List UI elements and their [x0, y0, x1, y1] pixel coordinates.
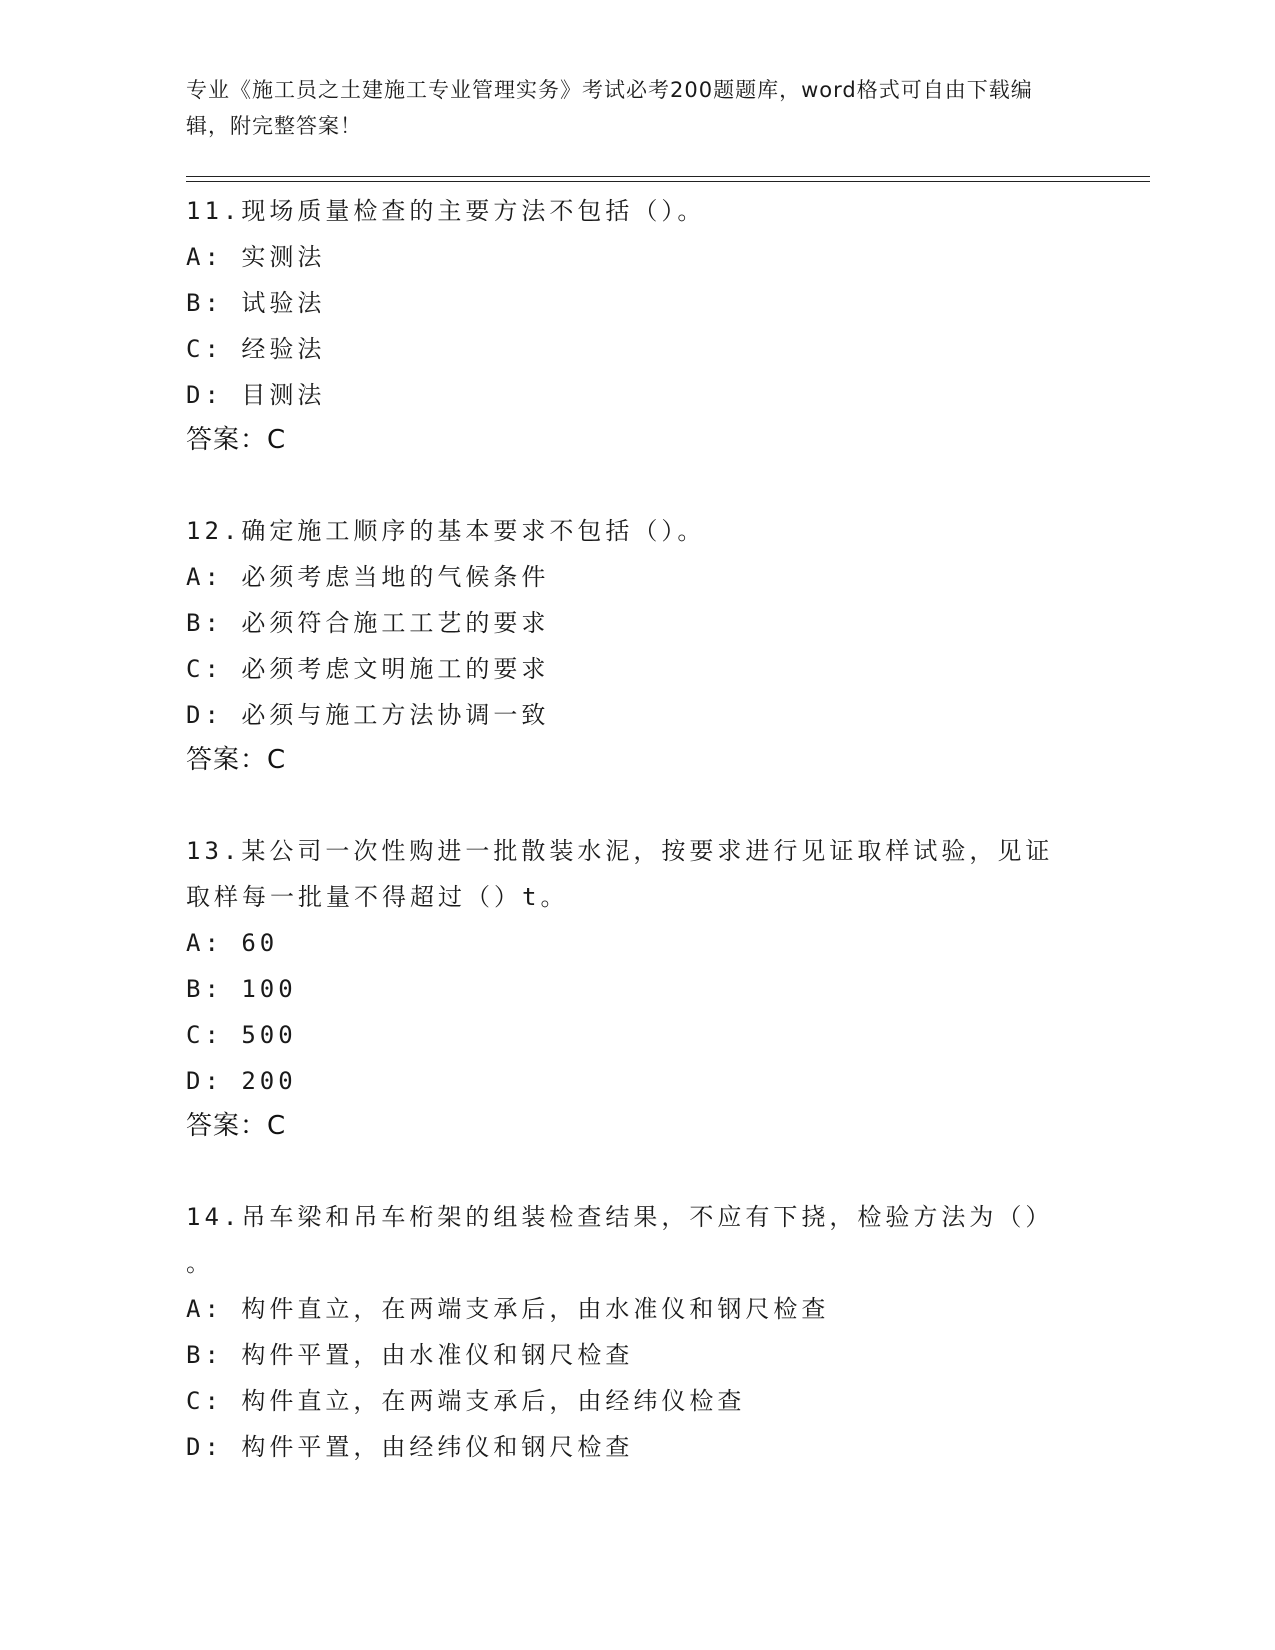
option-b: B: 100 — [186, 975, 297, 1003]
question-spacer — [186, 462, 1086, 508]
option-d: D: 构件平置，由经纬仪和钢尺检查 — [186, 1433, 634, 1461]
question-stem-line-1: 14.吊车梁和吊车桁架的组装检查结果，不应有下挠，检验方法为（） — [186, 1203, 1054, 1231]
option-a: A: 实测法 — [186, 243, 326, 271]
question-stem-line-1: 13.某公司一次性购进一批散装水泥，按要求进行见证取样试验，见证 — [186, 837, 1054, 865]
option-a: A: 构件直立，在两端支承后，由水准仪和钢尺检查 — [186, 1295, 830, 1323]
question-list — [186, 188, 1086, 1470]
option-b: B: 构件平置，由水准仪和钢尺检查 — [186, 1341, 634, 1369]
option-a: A: 60 — [186, 929, 279, 957]
question-stem-line-2: 取样每一批量不得超过（）t。 — [186, 883, 569, 911]
option-c: C: 构件直立，在两端支承后，由经纬仪检查 — [186, 1387, 746, 1415]
question-11 — [186, 188, 1086, 462]
question-14 — [186, 1194, 1086, 1470]
question-stem-line-2: 。 — [186, 1249, 214, 1277]
option-d: D: 200 — [186, 1067, 297, 1095]
answer: 答案：C — [186, 425, 287, 455]
option-a: A: 必须考虑当地的气候条件 — [186, 563, 550, 591]
question-spacer — [186, 1148, 1086, 1194]
question-12 — [186, 508, 1086, 782]
option-d: D: 目测法 — [186, 381, 326, 409]
document-header: 专业《施工员之土建施工专业管理实务》考试必考200题题库，word格式可自由下载编辑，附完整答案！ — [186, 78, 1033, 138]
question-stem: 11.现场质量检查的主要方法不包括（）。 — [186, 197, 706, 225]
answer: 答案：C — [186, 1111, 287, 1141]
option-c: C: 500 — [186, 1021, 297, 1049]
option-b: B: 必须符合施工工艺的要求 — [186, 609, 550, 637]
option-b: B: 试验法 — [186, 289, 326, 317]
option-c: C: 必须考虑文明施工的要求 — [186, 655, 550, 683]
answer: 答案：C — [186, 745, 287, 775]
question-stem: 12.确定施工顺序的基本要求不包括（）。 — [186, 517, 706, 545]
question-13 — [186, 828, 1086, 1148]
question-spacer — [186, 782, 1086, 828]
header-divider-bottom — [186, 181, 1150, 182]
header-divider-top — [186, 176, 1150, 177]
option-c: C: 经验法 — [186, 335, 326, 363]
option-d: D: 必须与施工方法协调一致 — [186, 701, 550, 729]
